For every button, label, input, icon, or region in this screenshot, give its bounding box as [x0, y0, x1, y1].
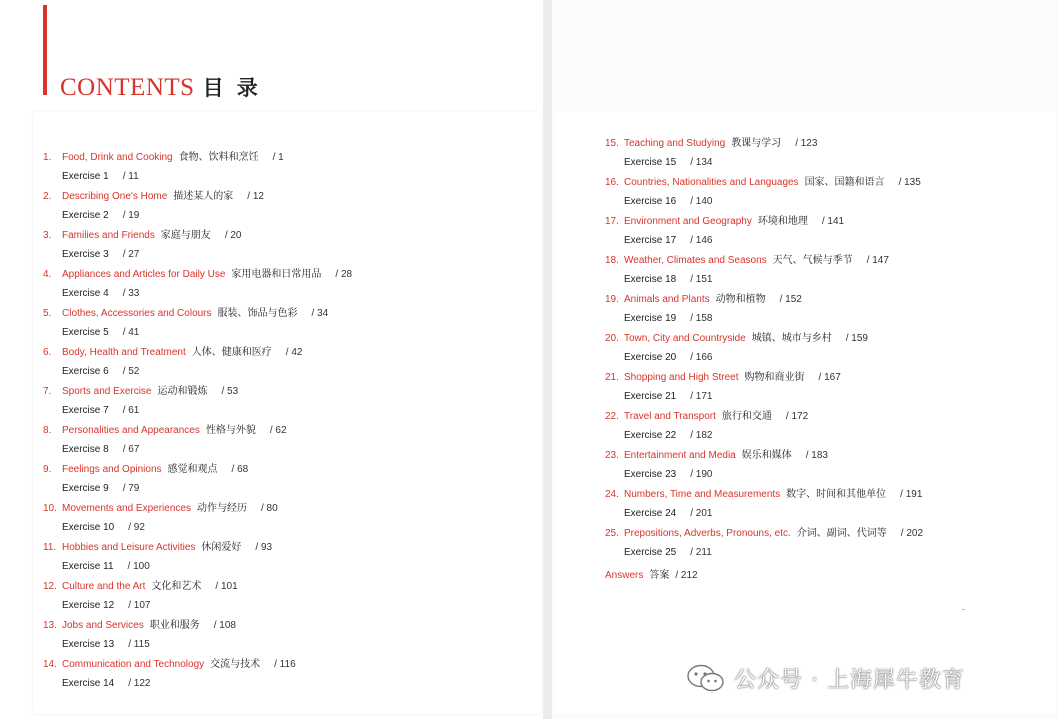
toc-entry[interactable]	[43, 385, 352, 424]
exercise-label: Exercise 19	[624, 313, 677, 324]
answers-zh: 答案	[649, 570, 670, 581]
chapter-title-zh: 国家、国籍和语言	[804, 177, 885, 188]
chapter-row[interactable]	[605, 293, 923, 307]
exercise-row[interactable]	[624, 312, 923, 326]
exercise-page: / 33	[122, 288, 140, 299]
chapter-row[interactable]	[605, 332, 923, 346]
chapter-row[interactable]	[605, 527, 923, 541]
exercise-label: Exercise 4	[62, 288, 109, 299]
toc-entry[interactable]	[605, 215, 923, 254]
toc-entry[interactable]	[605, 137, 923, 176]
exercise-label: Exercise 17	[624, 235, 677, 246]
exercise-page: / 146	[690, 235, 713, 246]
chapter-row[interactable]	[43, 346, 352, 360]
chapter-title-en: Travel and Transport	[624, 411, 716, 422]
exercise-row[interactable]	[62, 287, 352, 301]
chapter-title-zh: 动作与经历	[196, 503, 247, 514]
chapter-page: / 1	[272, 152, 284, 163]
exercise-page: / 11	[122, 171, 139, 182]
toc-entry[interactable]	[605, 410, 923, 449]
exercise-page: / 61	[122, 405, 140, 416]
exercise-label: Exercise 25	[624, 547, 677, 558]
exercise-row[interactable]	[62, 677, 352, 691]
chapter-title-en: Families and Friends	[62, 230, 155, 241]
chapter-title-en: Sports and Exercise	[62, 386, 152, 397]
exercise-label: Exercise 5	[62, 327, 109, 338]
chapter-row[interactable]	[43, 268, 352, 282]
chapter-page: / 183	[805, 450, 828, 461]
chapter-row[interactable]	[605, 254, 923, 268]
exercise-page: / 171	[690, 391, 713, 402]
exercise-page: / 158	[690, 313, 713, 324]
chapter-title-zh: 购物和商业街	[744, 372, 805, 383]
title-zh: 目 录	[202, 76, 262, 100]
exercise-row[interactable]	[62, 248, 352, 262]
watermark-text: 公众号 · 上海犀牛教育	[734, 667, 965, 693]
chapter-number: 15.	[605, 138, 619, 149]
chapter-number: 6.	[43, 347, 52, 358]
answers-page: / 212	[675, 570, 698, 581]
chapter-row[interactable]	[43, 619, 352, 633]
chapter-title-zh: 娱乐和媒体	[741, 450, 792, 461]
chapter-number: 24.	[605, 489, 619, 500]
exercise-label: Exercise 12	[62, 600, 115, 611]
chapter-number: 9.	[43, 464, 52, 475]
chapter-number: 17.	[605, 216, 619, 227]
exercise-page: / 107	[128, 600, 151, 611]
chapter-title-zh: 教课与学习	[731, 138, 782, 149]
toc-entry[interactable]	[43, 658, 352, 697]
exercise-page: / 27	[122, 249, 140, 260]
chapter-title-en: Animals and Plants	[624, 294, 710, 305]
chapter-page: / 159	[845, 333, 868, 344]
toc-entry[interactable]	[605, 527, 923, 566]
chapter-row[interactable]	[43, 658, 352, 672]
exercise-row[interactable]	[624, 273, 923, 287]
exercise-label: Exercise 1	[62, 171, 109, 182]
exercise-row[interactable]	[624, 351, 923, 365]
wechat-icon	[686, 663, 726, 693]
chapter-page: / 123	[795, 138, 818, 149]
chapter-row[interactable]	[605, 215, 923, 229]
chapter-number: 12.	[43, 581, 57, 592]
chapter-title-zh: 食物、饮料和烹饪	[178, 152, 259, 163]
exercise-label: Exercise 11	[62, 561, 114, 572]
chapter-title-en: Food, Drink and Cooking	[62, 152, 173, 163]
chapter-number: 3.	[43, 230, 52, 241]
exercise-row[interactable]	[624, 546, 923, 560]
toc-entry[interactable]	[43, 541, 352, 580]
chapter-row[interactable]	[605, 410, 923, 424]
chapter-title-en: Hobbies and Leisure Activities	[62, 542, 196, 553]
chapter-title-zh: 介词、副词、代词等	[796, 528, 887, 539]
chapter-title-en: Entertainment and Media	[624, 450, 736, 461]
exercise-label: Exercise 20	[624, 352, 677, 363]
toc-list-left	[43, 151, 352, 697]
toc-entry[interactable]	[605, 332, 923, 371]
chapter-title-en: Town, City and Countryside	[624, 333, 746, 344]
chapter-page: / 101	[215, 581, 238, 592]
toc-entry[interactable]	[605, 371, 923, 410]
answers-entry[interactable]	[605, 566, 923, 581]
exercise-row[interactable]	[62, 326, 352, 340]
chapter-number: 4.	[43, 269, 52, 280]
chapter-title-zh: 服装、饰品与色彩	[217, 308, 298, 319]
chapter-number: 2.	[43, 191, 52, 202]
chapter-number: 20.	[605, 333, 619, 344]
chapter-number: 22.	[605, 411, 619, 422]
chapter-title-en: Body, Health and Treatment	[62, 347, 186, 358]
chapter-number: 23.	[605, 450, 619, 461]
chapter-title-zh: 描述某人的家	[173, 191, 234, 202]
chapter-title-zh: 人体、健康和医疗	[191, 347, 272, 358]
exercise-row[interactable]	[62, 209, 352, 223]
toc-entry[interactable]	[43, 619, 352, 658]
exercise-page: / 211	[690, 547, 712, 558]
exercise-row[interactable]	[62, 443, 352, 457]
chapter-row[interactable]	[605, 371, 923, 385]
chapter-page: / 53	[221, 386, 239, 397]
exercise-row[interactable]	[62, 599, 352, 613]
toc-entry[interactable]	[605, 488, 923, 527]
chapter-title-zh: 动物和植物	[715, 294, 766, 305]
answers-label: Answers	[605, 570, 644, 581]
toc-entry[interactable]	[43, 463, 352, 502]
exercise-row[interactable]	[624, 195, 923, 209]
chapter-title-en: Appliances and Articles for Daily Use	[62, 269, 226, 280]
chapter-page: / 93	[255, 542, 273, 553]
chapter-page: / 80	[260, 503, 278, 514]
chapter-number: 16.	[605, 177, 619, 188]
exercise-page: / 140	[690, 196, 713, 207]
exercise-label: Exercise 7	[62, 405, 109, 416]
exercise-label: Exercise 2	[62, 210, 109, 221]
chapter-number: 13.	[43, 620, 57, 631]
exercise-label: Exercise 8	[62, 444, 109, 455]
chapter-row[interactable]	[43, 502, 352, 516]
chapter-title-en: Environment and Geography	[624, 216, 752, 227]
exercise-row[interactable]	[62, 170, 352, 184]
chapter-number: 7.	[43, 386, 52, 397]
chapter-row[interactable]	[605, 176, 923, 190]
chapter-page: / 141	[821, 216, 845, 227]
chapter-page: / 42	[285, 347, 303, 358]
chapter-title-en: Prepositions, Adverbs, Pronouns, etc.	[624, 528, 791, 539]
exercise-label: Exercise 22	[624, 430, 677, 441]
watermark	[686, 660, 965, 696]
chapter-page: / 34	[311, 308, 329, 319]
exercise-page: / 92	[128, 522, 145, 533]
toc-entry[interactable]	[43, 307, 352, 346]
chapter-title-en: Culture and the Art	[62, 581, 146, 592]
exercise-page: / 122	[128, 678, 151, 689]
toc-entry[interactable]	[43, 190, 352, 229]
chapter-number: 25.	[605, 528, 619, 539]
toc-right-wrapper	[605, 137, 923, 581]
chapter-page: / 202	[900, 528, 924, 539]
exercise-row[interactable]	[624, 156, 923, 170]
exercise-page: / 134	[690, 157, 713, 168]
chapter-title-zh: 家用电器和日常用品	[231, 269, 322, 280]
chapter-page: / 116	[274, 659, 296, 670]
exercise-label: Exercise 16	[624, 196, 677, 207]
toc-entry[interactable]	[43, 346, 352, 385]
chapter-page: / 152	[779, 294, 802, 305]
chapter-row[interactable]	[43, 424, 352, 438]
chapter-page: / 28	[335, 269, 353, 280]
exercise-label: Exercise 10	[62, 522, 115, 533]
chapter-row[interactable]	[43, 229, 352, 243]
exercise-label: Exercise 24	[624, 508, 677, 519]
chapter-title-en: Countries, Nationalities and Languages	[624, 177, 799, 188]
chapter-title-en: Feelings and Opinions	[62, 464, 162, 475]
chapter-title-zh: 家庭与朋友	[160, 230, 211, 241]
title-accent-bar	[43, 5, 47, 95]
chapter-number: 21.	[605, 372, 619, 383]
chapter-title-zh: 休闲爱好	[201, 542, 242, 553]
exercise-page: / 100	[127, 561, 150, 572]
chapter-row[interactable]	[43, 385, 352, 399]
chapter-row[interactable]	[43, 463, 352, 477]
chapter-number: 5.	[43, 308, 52, 319]
exercise-page: / 115	[128, 639, 150, 650]
toc-entry[interactable]	[605, 293, 923, 332]
chapter-row[interactable]	[43, 580, 352, 594]
toc-entry[interactable]	[605, 254, 923, 293]
chapter-title-en: Weather, Climates and Seasons	[624, 255, 767, 266]
exercise-label: Exercise 15	[624, 157, 677, 168]
chapter-title-en: Describing One's Home	[62, 191, 168, 202]
exercise-label: Exercise 9	[62, 483, 109, 494]
chapter-number: 10.	[43, 503, 57, 514]
chapter-number: 11.	[43, 542, 57, 553]
chapter-row[interactable]	[605, 449, 923, 463]
chapter-page: / 62	[269, 425, 287, 436]
chapter-number: 14.	[43, 659, 57, 670]
chapter-row[interactable]	[605, 488, 923, 502]
chapter-title-zh: 城镇、城市与乡村	[751, 333, 832, 344]
exercise-row[interactable]	[624, 429, 923, 443]
chapter-title-en: Teaching and Studying	[624, 138, 726, 149]
toc-entry[interactable]	[43, 229, 352, 268]
chapter-row[interactable]	[43, 151, 352, 165]
chapter-row[interactable]	[43, 541, 352, 555]
exercise-page: / 182	[690, 430, 713, 441]
chapter-page: / 167	[818, 372, 841, 383]
chapter-page: / 68	[231, 464, 249, 475]
toc-entry[interactable]	[43, 151, 352, 190]
chapter-title-zh: 交流与技术	[210, 659, 261, 670]
exercise-page: / 190	[690, 469, 713, 480]
exercise-page: / 201	[690, 508, 713, 519]
exercise-label: Exercise 14	[62, 678, 115, 689]
chapter-title-zh: 旅行和交通	[721, 411, 772, 422]
chapter-row[interactable]	[605, 137, 923, 151]
chapter-title-en: Clothes, Accessories and Colours	[62, 308, 212, 319]
chapter-title-en: Personalities and Appearances	[62, 425, 200, 436]
chapter-title-en: Movements and Experiences	[62, 503, 191, 514]
page-mark	[962, 609, 965, 610]
exercise-row[interactable]	[62, 521, 352, 535]
exercise-label: Exercise 21	[624, 391, 677, 402]
chapter-title-zh: 数字、时间和其他单位	[786, 489, 887, 500]
exercise-label: Exercise 6	[62, 366, 109, 377]
exercise-row[interactable]	[62, 365, 352, 379]
chapter-title-zh: 文化和艺术	[151, 581, 202, 592]
exercise-row[interactable]	[62, 482, 352, 496]
exercise-page: / 79	[122, 483, 140, 494]
chapter-title-zh: 运动和锻炼	[157, 386, 208, 397]
exercise-row[interactable]	[624, 390, 923, 404]
page-title	[60, 72, 262, 102]
chapter-page: / 172	[785, 411, 809, 422]
chapter-row[interactable]	[43, 307, 352, 321]
chapter-title-en: Communication and Technology	[62, 659, 205, 670]
chapter-page: / 12	[247, 191, 264, 202]
exercise-label: Exercise 23	[624, 469, 677, 480]
exercise-label: Exercise 13	[62, 639, 115, 650]
exercise-label: Exercise 3	[62, 249, 109, 260]
exercise-page: / 67	[122, 444, 140, 455]
chapter-title-en: Shopping and High Street	[624, 372, 739, 383]
chapter-number: 19.	[605, 294, 619, 305]
chapter-page: / 108	[213, 620, 236, 631]
exercise-page: / 41	[122, 327, 140, 338]
exercise-page: / 166	[690, 352, 713, 363]
chapter-page: / 135	[898, 177, 921, 188]
toc-entry[interactable]	[43, 502, 352, 541]
toc-entry[interactable]	[605, 449, 923, 488]
chapter-page: / 191	[900, 489, 923, 500]
chapter-row[interactable]	[43, 190, 352, 204]
exercise-row[interactable]	[624, 468, 923, 482]
toc-entry[interactable]	[43, 424, 352, 463]
toc-entry[interactable]	[43, 580, 352, 619]
toc-entry[interactable]	[605, 176, 923, 215]
chapter-title-zh: 环境和地理	[757, 216, 808, 227]
exercise-page: / 19	[122, 210, 140, 221]
exercise-row[interactable]	[62, 638, 352, 652]
exercise-row[interactable]	[624, 507, 923, 521]
toc-list-right	[605, 137, 923, 566]
chapter-page: / 20	[224, 230, 242, 241]
chapter-number: 8.	[43, 425, 52, 436]
exercise-row[interactable]	[624, 234, 923, 248]
chapter-title-zh: 职业和服务	[149, 620, 200, 631]
chapter-page: / 147	[866, 255, 889, 266]
exercise-page: / 151	[690, 274, 713, 285]
chapter-title-zh: 感觉和观点	[167, 464, 218, 475]
exercise-row[interactable]	[62, 404, 352, 418]
exercise-page: / 52	[122, 366, 140, 377]
exercise-row[interactable]	[62, 560, 352, 574]
chapter-title-zh: 天气、气候与季节	[772, 255, 853, 266]
title-en: CONTENTS	[60, 74, 195, 101]
chapter-number: 18.	[605, 255, 619, 266]
chapter-number: 1.	[43, 152, 52, 163]
exercise-label: Exercise 18	[624, 274, 677, 285]
chapter-title-en: Numbers, Time and Measurements	[624, 489, 781, 500]
chapter-title-en: Jobs and Services	[62, 620, 144, 631]
chapter-title-zh: 性格与外貌	[205, 425, 256, 436]
toc-entry[interactable]	[43, 268, 352, 307]
